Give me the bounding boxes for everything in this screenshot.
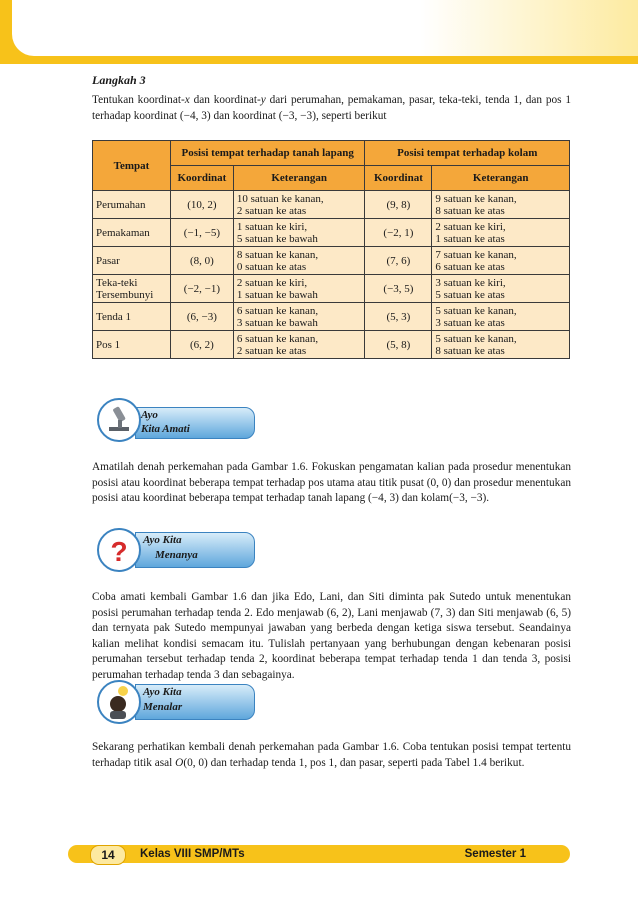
section-label-1: Ayo Kita: [143, 534, 182, 546]
thinking-person-icon: [97, 680, 141, 724]
cell-field-note: 8 satuan ke kanan, 0 satuan ke atas: [233, 247, 365, 275]
footer-semester-label: Semester 1: [464, 848, 526, 860]
cell-place: Pemakaman: [93, 219, 171, 247]
cell-field-coord: (6, −3): [170, 303, 233, 331]
table-row: [93, 219, 570, 247]
table-row: [93, 275, 570, 303]
intro-text-1: Tentukan koordinat-: [92, 94, 185, 106]
cell-field-coord: (−2, −1): [170, 275, 233, 303]
page-number: 14: [90, 845, 126, 865]
cell-pool-note: 3 satuan ke kiri, 5 satuan ke atas: [432, 275, 570, 303]
cell-field-note: 6 satuan ke kanan, 3 satuan ke bawah: [233, 303, 365, 331]
top-decor-glow: [420, 0, 638, 56]
menanya-paragraph: Coba amati kembali Gambar 1.6 dan jika Edo, Lani, dan Siti diminta pak Sutedo untuk menentukan posisi perumahan terhadap tenda 2. Edo menjawab (6, 2), Lani menjawab (7, 3) dan Siti menjawab (6, 5) dan ternyata pak Sutedo mempunyai jawaban yang berbeda dengan ketiga siswa tersebut. Seandainya kalian melihat kondisi semacam itu. Tulislah pertanyaan yang berhubungan dengan kebenaran posisi perumahan tersebut terhadap tenda 2, koordinat beberapa tempat terhadap tenda 1 dan tenda 3, posisi perumahan terhadap tenda 3 dan sebagainya.: [92, 591, 571, 681]
cell-pool-note: 7 satuan ke kanan, 6 satuan ke atas: [432, 247, 570, 275]
svg-text:?: ?: [110, 536, 128, 567]
header-pool-group: Posisi tempat terhadap kolam: [365, 141, 570, 166]
step-title: Langkah 3: [92, 73, 146, 87]
cell-place: Perumahan: [93, 191, 171, 219]
section-label-2: Menalar: [143, 701, 183, 713]
intro-text-3: dari perumahan, pemakaman, pasar, teka-teki, tenda 1, dan pos 1 terhadap koordinat (−4, 3) dan koordinat (−3, −3), seperti berikut: [92, 94, 571, 122]
section-label-2: Kita Amati: [141, 423, 190, 435]
microscope-icon: [97, 398, 141, 442]
section-label-2: Menanya: [155, 549, 198, 561]
cell-pool-coord: (5, 8): [365, 331, 432, 359]
menalar-var-o: O: [175, 756, 184, 769]
coordinates-table: [92, 140, 570, 359]
cell-field-note: 10 satuan ke kanan, 2 satuan ke atas: [233, 191, 365, 219]
cell-pool-coord: (9, 8): [365, 191, 432, 219]
header-field-coord: Koordinat: [170, 166, 233, 191]
cell-field-coord: (10, 2): [170, 191, 233, 219]
section-header-menanya: [97, 528, 257, 566]
section-header-amati: [97, 398, 257, 436]
cell-pool-coord: (7, 6): [365, 247, 432, 275]
amati-paragraph: Amatilah denah perkemahan pada Gambar 1.6. Fokuskan pengamatan kalian pada prosedur menentukan posisi atau koordinat beberapa tempat terhadap pos utama atau titik pusat (0, 0) dan prosedur menentukan posisi atau koordinat beberapa tempat terhadap tanah lapang (−4, 3) dan kolam(−3, −3).: [92, 461, 571, 504]
cell-pool-note: 5 satuan ke kanan, 3 satuan ke atas: [432, 303, 570, 331]
cell-field-note: 2 satuan ke kiri, 1 satuan ke bawah: [233, 275, 365, 303]
menalar-text-1: Sekarang perhatikan kembali denah perkemahan pada Gambar 1.6. Coba tentukan posisi tempat tertentu terhadap titik asal: [92, 741, 571, 769]
table-row: [93, 247, 570, 275]
cell-pool-coord: (5, 3): [365, 303, 432, 331]
header-field-group: Posisi tempat terhadap tanah lapang: [170, 141, 365, 166]
header-pool-coord: Koordinat: [365, 166, 432, 191]
cell-place: Pos 1: [93, 331, 171, 359]
cell-pool-note: 9 satuan ke kanan, 8 satuan ke atas: [432, 191, 570, 219]
section-label-1: Ayo: [141, 409, 158, 421]
cell-place: Pasar: [93, 247, 171, 275]
header-pool-note: Keterangan: [432, 166, 570, 191]
intro-paragraph: [92, 93, 571, 124]
cell-place: Teka-teki Tersembunyi: [93, 275, 171, 303]
section-label-1: Ayo Kita: [143, 686, 182, 698]
footer-class-label: Kelas VIII SMP/MTs: [140, 848, 245, 860]
cell-field-note: 1 satuan ke kiri, 5 satuan ke bawah: [233, 219, 365, 247]
cell-field-note: 6 satuan ke kanan, 2 satuan ke atas: [233, 331, 365, 359]
cell-field-coord: (8, 0): [170, 247, 233, 275]
intro-var-x: x: [184, 94, 190, 106]
intro-text-2: dan koordinat-: [189, 94, 261, 106]
cell-pool-coord: (−3, 5): [365, 275, 432, 303]
question-mark-icon: [97, 528, 141, 572]
table-row: [93, 191, 570, 219]
menalar-paragraph: [92, 740, 571, 771]
cell-field-coord: (6, 2): [170, 331, 233, 359]
cell-pool-note: 5 satuan ke kanan, 8 satuan ke atas: [432, 331, 570, 359]
cell-pool-note: 2 satuan ke kiri, 1 satuan ke atas: [432, 219, 570, 247]
cell-place: Tenda 1: [93, 303, 171, 331]
menalar-text-2: (0, 0) dan terhadap tenda 1, pos 1, dan pasar, seperti pada Tabel 1.4 berikut.: [183, 756, 525, 769]
section-header-menalar: [97, 680, 257, 718]
header-place: Tempat: [93, 141, 171, 191]
table-row: [93, 331, 570, 359]
cell-field-coord: (−1, −5): [170, 219, 233, 247]
cell-pool-coord: (−2, 1): [365, 219, 432, 247]
intro-var-y: y: [260, 94, 266, 106]
header-field-note: Keterangan: [233, 166, 365, 191]
table-row: [93, 303, 570, 331]
